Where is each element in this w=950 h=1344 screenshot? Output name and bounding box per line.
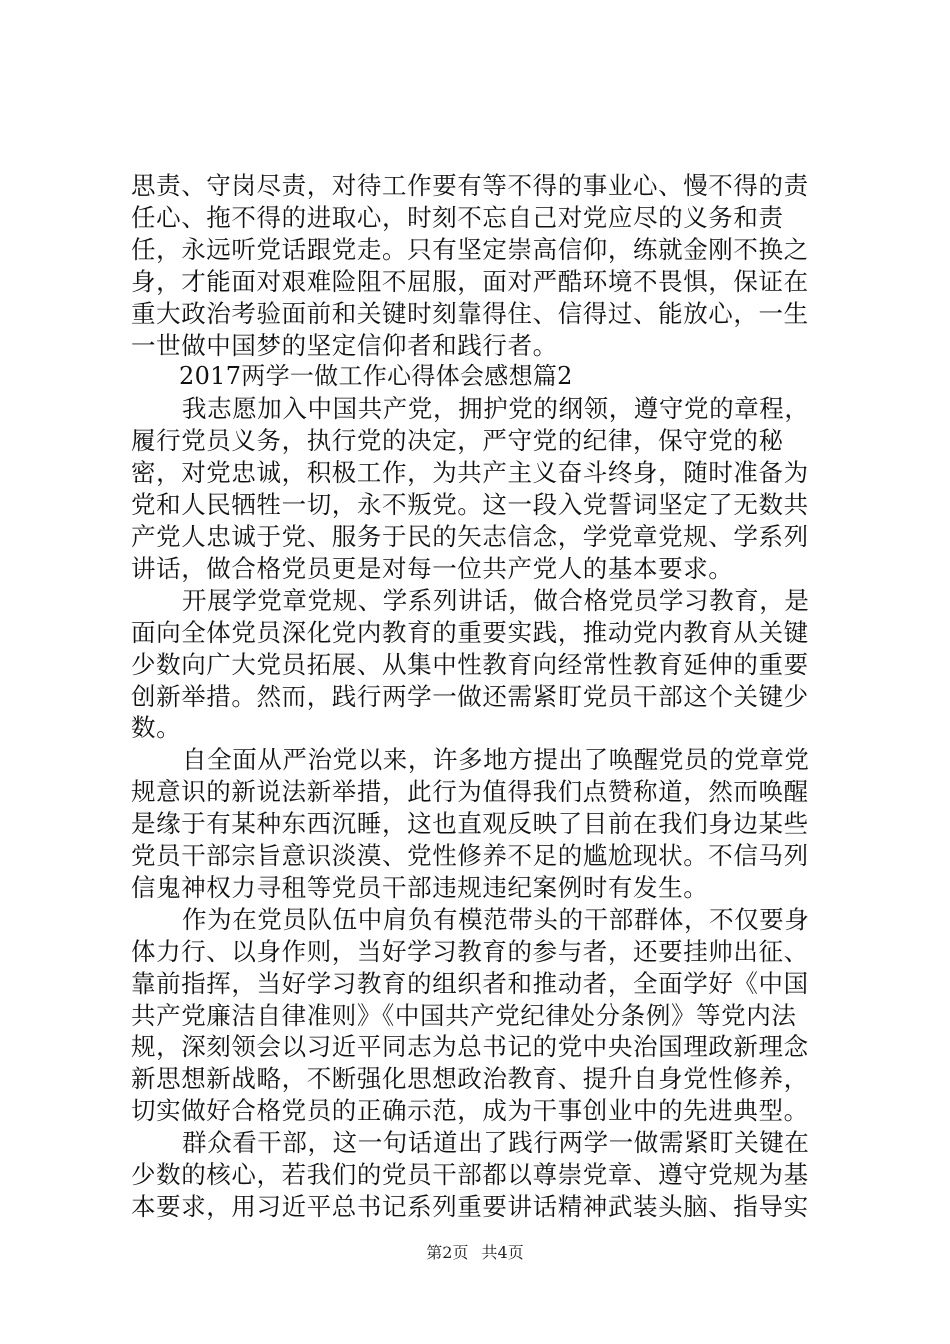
paragraph-awakening: 自全面从严治党以来，许多地方提出了唤醒党员的党章党规意识的新说法新举措，此行为值得我们点赞称道，然而唤醒是缘于有某种东西沉睡，这也直观反映了目前在我们身边某些党员干部宗旨意识淡漠、党性修养不足的尴尬现状。不信马列信鬼神权力寻租等党员干部违规违纪案例时有发生。	[131, 745, 810, 902]
section-heading: 2017两学一做工作心得体会感想篇2	[179, 362, 573, 391]
paragraph-oath: 我志愿加入中国共产党，拥护党的纲领，遵守党的章程，履行党员义务，执行党的决定，严守党的纪律，保守党的秘密，对党忠诚，积极工作，为共产主义奋斗终身，随时准备为党和人民牺牲一切，永不叛党。这一段入党誓词坚定了无数共产党人忠诚于党、服务于民的矢志信念，学党章党规、学系列讲话，做合格党员更是对每一位共产党人的基本要求。	[131, 394, 810, 583]
page-total: 共4页	[481, 1243, 524, 1262]
page-footer	[0, 1243, 950, 1263]
paragraph-leadership: 作为在党员队伍中肩负有模范带头的干部群体，不仅要身体力行、以身作则，当好学习教育的参与者，还要挂帅出征、靠前指挥，当好学习教育的组织者和推动者，全面学好《中国共产党廉洁自律准则》《中国共产党纪律处分条例》等党内法规，深刻领会以习近平同志为总书记的党中央治国理政新理念新思想新战略，不断强化思想政治教育、提升自身党性修养，切实做好合格党员的正确示范，成为干事创业中的先进典型。	[131, 904, 810, 1126]
paragraph-masses: 群众看干部，这一句话道出了践行两学一做需紧盯关键在少数的核心，若我们的党员干部都以尊崇党章、遵守党规为基本要求，用习近平总书记系列重要讲话精神武装头脑、指导实	[131, 1128, 810, 1221]
page-number: 第2页	[426, 1243, 469, 1262]
paragraph-continuation: 思责、守岗尽责，对待工作要有等不得的事业心、慢不得的责任心、拖不得的进取心，时刻不忘自己对党应尽的义务和责任，永远听党话跟党走。只有坚定崇高信仰，练就金刚不换之身，才能面对艰难险阻不屈服，面对严酷环境不畏惧，保证在重大政治考验面前和关键时刻靠得住、信得过、能放心，一生一世做中国梦的坚定信仰者和践行者。	[131, 171, 809, 360]
paragraph-education: 开展学党章党规、学系列讲话，做合格党员学习教育，是面向全体党员深化党内教育的重要实践，推动党内教育从关键少数向广大党员拓展、从集中性教育向经常性教育延伸的重要创新举措。然而，践行两学一做还需紧盯党员干部这个关键少数。	[131, 585, 810, 743]
document-body	[131, 170, 831, 1223]
